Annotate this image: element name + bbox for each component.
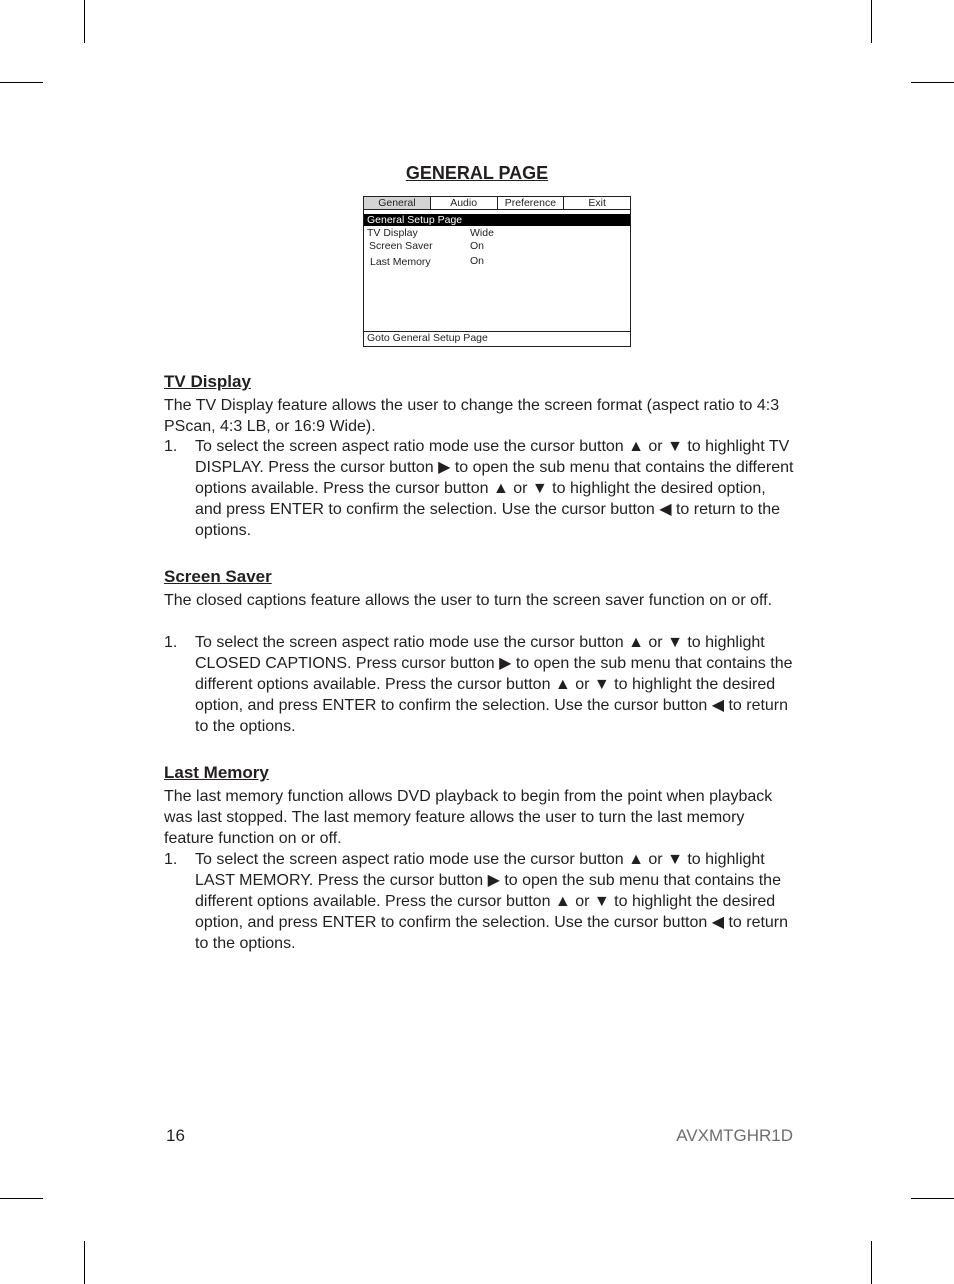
osd-row-value: On bbox=[470, 255, 485, 267]
crop-mark bbox=[871, 0, 872, 43]
tab-preference[interactable]: Preference bbox=[498, 197, 565, 209]
list-text: To select the screen aspect ratio mode use the cursor button ▲ or ▼ to highlight CLOSED CAPTIONS. Press cursor button ▶ to open the sub menu that contains the different options available. Press the cursor button ▲ or ▼ to highlight the desired option, and press ENTER to confirm the selection. Use the cursor button ◀ to return to the options. bbox=[195, 634, 793, 735]
tab-exit[interactable]: Exit bbox=[588, 197, 606, 209]
osd-header-bar: General Setup Page bbox=[364, 214, 630, 226]
crop-mark bbox=[0, 82, 43, 83]
osd-row-value: Wide bbox=[470, 227, 494, 239]
list-number: 1. bbox=[164, 851, 178, 868]
crop-mark bbox=[84, 0, 85, 43]
crop-mark bbox=[911, 1198, 954, 1199]
osd-footer: Goto General Setup Page bbox=[364, 331, 630, 346]
tab-audio[interactable]: Audio bbox=[431, 197, 498, 209]
osd-tab-bar bbox=[364, 197, 630, 210]
section-intro: The TV Display feature allows the user to change the screen format (aspect ratio to 4:3 PScan, 4:3 LB, or 16:9 Wide). bbox=[164, 397, 780, 435]
section-heading-last-memory: Last Memory bbox=[164, 763, 269, 782]
osd-row-label: TV Display bbox=[367, 227, 418, 239]
osd-menu bbox=[363, 196, 631, 347]
section-intro: The last memory function allows DVD playback to begin from the point when playback was last stopped. The last memory feature allows the user to turn the last memory feature function on or off. bbox=[164, 788, 773, 847]
page-title: GENERAL PAGE bbox=[405, 163, 549, 183]
list-number: 1. bbox=[164, 438, 178, 455]
tab-general[interactable]: General bbox=[364, 197, 431, 209]
list-text: To select the screen aspect ratio mode use the cursor button ▲ or ▼ to highlight LAST MEMORY. Press the cursor button ▶ to open the sub menu that contains the different options available. Press the cursor button ▲ or ▼ to highlight the desired option, and press ENTER to confirm the selection. Use the cursor button ◀ to return to the options. bbox=[195, 851, 789, 952]
model-number: AVXMTGHR1D bbox=[676, 1126, 793, 1145]
section-heading-screen-saver: Screen Saver bbox=[164, 567, 272, 586]
osd-row-label: Last Memory bbox=[370, 256, 431, 268]
page-number: 16 bbox=[166, 1126, 185, 1145]
crop-mark bbox=[0, 1198, 43, 1199]
crop-mark bbox=[911, 82, 954, 83]
list-text: To select the screen aspect ratio mode use the cursor button ▲ or ▼ to highlight TV DISPLAY. Press the cursor button ▶ to open the sub menu that contains the different options available. Press the cursor button ▲ or ▼ to highlight the desired option, and press ENTER to confirm the selection. Use the cursor button ◀ to return to the options. bbox=[195, 438, 794, 539]
crop-mark bbox=[871, 1241, 872, 1284]
section-heading-tv-display: TV Display bbox=[164, 372, 251, 391]
osd-row-value: On bbox=[470, 240, 485, 252]
section-intro: The closed captions feature allows the user to turn the screen saver function on or off. bbox=[164, 592, 773, 609]
osd-row-label: Screen Saver bbox=[369, 240, 433, 252]
list-number: 1. bbox=[164, 634, 178, 651]
crop-mark bbox=[84, 1241, 85, 1284]
